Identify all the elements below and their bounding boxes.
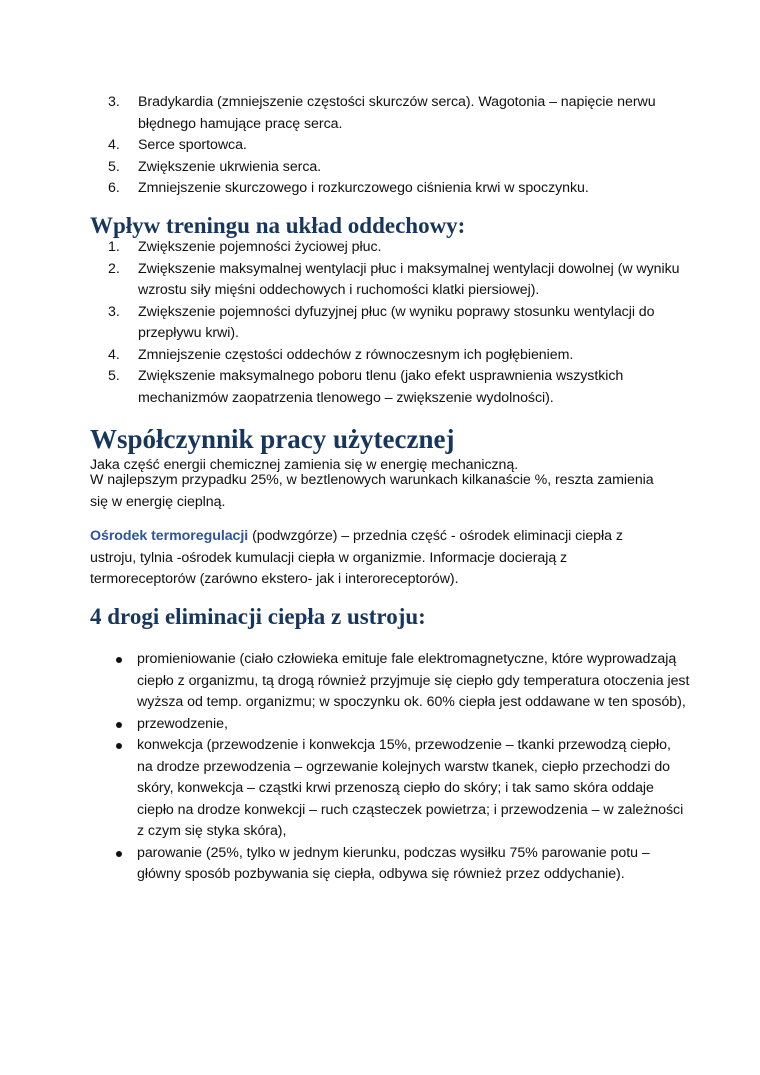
bullet-item	[90, 843, 690, 886]
list-item	[90, 135, 690, 157]
list-item	[90, 157, 690, 179]
list-text: Bradykardia (zmniejszenie częstości skurczów serca). Wagotonia – napięcie nerwu błędnego hamujące pracę serca.	[138, 94, 656, 132]
bullet-icon	[116, 722, 122, 728]
bullet-item	[90, 714, 690, 736]
list-text: Zwiększenie pojemności dyfuzyjnej płuc (w wyniku poprawy stosunku wentylacji do przepływu krwi).	[138, 303, 655, 341]
list-item	[90, 345, 690, 367]
list-text: Zmniejszenie częstości oddechów z równoczesnym ich pogłębieniem.	[138, 346, 574, 363]
list-number: 3.	[108, 94, 120, 110]
list-number: 6.	[108, 180, 120, 196]
heading-efficiency: Współczynnik pracy użytecznej	[90, 424, 455, 454]
list-number: 1.	[108, 239, 120, 255]
bullet-item	[90, 735, 690, 843]
bullet-icon	[116, 657, 122, 663]
list-item	[90, 302, 690, 345]
bullet-icon	[116, 851, 122, 857]
efficiency-line-1: Jaka część energii chemicznej zamienia się w energię mechaniczną.	[90, 457, 519, 473]
bullet-text: konwekcja (przewodzenie i konwekcja 15%, przewodzenie – tkanki przewodzą ciepło, na drodze przewodzenia – ogrzewanie kolejnych warstw tkanek, ciepło przechodzi do skóry, konwekcja – cząstki krwi przenoszą ciepło do skóry; i tak samo skóra oddaje ciepło na drodze konwekcji – ruch cząsteczek powietrza; i przewodzenia – w zależności z czym się styka skóra),	[137, 737, 684, 839]
efficiency-line-2: W najlepszym przypadku 25%, w beztlenowych warunkach kilkanaście %, reszta zamienia się w energię cieplną.	[90, 472, 654, 510]
list-item	[90, 92, 690, 135]
list-text: Zwiększenie pojemności życiowej płuc.	[138, 239, 382, 255]
thermoregulation-term: Ośrodek termoregulacji	[90, 528, 249, 544]
list-text: Serce sportowca.	[138, 137, 247, 153]
list-number: 3.	[108, 303, 120, 320]
heading-respiratory: Wpływ treningu na układ oddechowy:	[90, 213, 466, 238]
list-text: Zwiększenie maksymalnego poboru tlenu (jako efekt usprawnienia wszystkich mechanizmów zaopatrzenia tlenowego – zwiększenie wydolności).	[138, 368, 624, 406]
list-item	[90, 259, 690, 302]
list-number: 4.	[108, 137, 120, 153]
list-number: 5.	[108, 368, 120, 384]
list-top	[90, 92, 690, 200]
list-text: Zwiększenie ukrwienia serca.	[138, 158, 322, 175]
bullet-item	[90, 649, 690, 714]
list-item	[90, 178, 690, 200]
list-number: 2.	[108, 260, 120, 277]
heading-heat-elimination: 4 drogi eliminacji ciepła z ustroju:	[90, 604, 426, 629]
list-number: 5.	[108, 158, 120, 175]
bullet-text: parowanie (25%, tylko w jednym kierunku, podczas wysiłku 75% parowanie potu – główny sposób pozbywania się ciepła, odbywa się również przez oddychanie).	[137, 844, 650, 882]
list-respiratory	[90, 237, 690, 409]
bullet-icon	[116, 743, 122, 749]
list-number: 4.	[108, 346, 120, 363]
thermoregulation-text: (podwzgórze) – przednia część - ośrodek eliminacji ciepła z ustroju, tylnia -ośrodek kumulacji ciepła w organizmie. Informacje docierają z termoreceptorów (zarówno ekstero- jak i interoreceptorów).	[90, 528, 623, 587]
bullet-list-heat	[90, 649, 690, 886]
thermoregulation-paragraph	[90, 526, 670, 591]
list-item	[90, 237, 690, 259]
list-item	[90, 366, 690, 409]
bullet-text: przewodzenie,	[137, 715, 228, 732]
bullet-text: promieniowanie (ciało człowieka emituje fale elektromagnetyczne, które wyprowadzają ciepło z organizmu, tą drogą również przyjmuje się ciepło gdy temperatura otoczenia jest wyższa od temp. organizmu; w spoczynku ok. 60% ciepła jest oddawane w ten sposób),	[137, 651, 690, 710]
list-text: Zwiększenie maksymalnej wentylacji płuc i maksymalnej wentylacji dowolnej (w wyniku wzrostu siły mięśni oddechowych i ruchomości klatki piersiowej).	[138, 260, 680, 298]
list-text: Zmniejszenie skurczowego i rozkurczowego ciśnienia krwi w spoczynku.	[138, 180, 589, 196]
